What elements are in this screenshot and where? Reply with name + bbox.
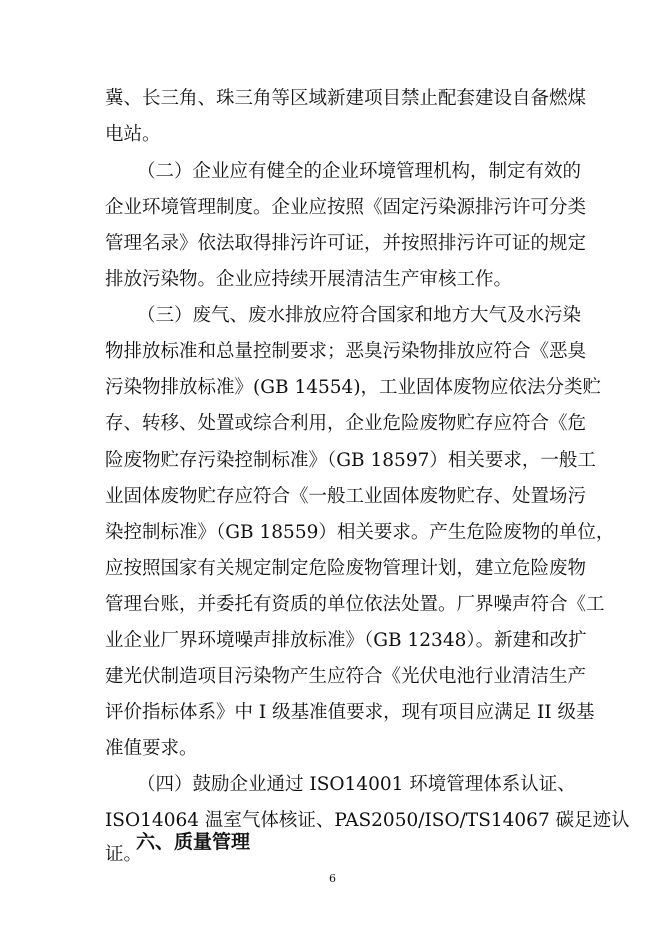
text-line: 业企业厂界环境噪声排放标准》（GB 12348）。新建和改扩 [105,630,587,651]
text-line: ISO14064 温室气体核证、PAS2050/ISO/TS14067 碳足迹认 [105,810,630,831]
text-line: 企业环境管理制度。企业应按照《固定污染源排污许可分类 [105,197,587,218]
paragraph-3-start: （三）废气、废水排放应符合国家和地方大气及水污染 [137,305,582,326]
text-line: 染控制标准》（GB 18559）相关要求。产生危险废物的单位， [105,522,615,543]
text-line: 管理名录》依法取得排污许可证，并按照排污许可证的规定 [105,233,587,254]
text-line: 管理台账，并委托有资质的单位依法处置。厂界噪声符合《工 [105,594,605,615]
paragraph-4-start: （四）鼓励企业通过 ISO14001 环境管理体系认证、 [137,774,576,795]
text-line: 评价指标体系》中 I 级基准值要求，现有项目应满足 II 级基 [105,702,595,723]
page-number: 6 [329,872,336,885]
text-line: 电站。 [105,124,161,145]
text-line: 应按照国家有关规定制定危险废物管理计划，建立危险废物 [105,558,587,579]
text-line: 排放污染物。企业应持续开展清洁生产审核工作。 [105,269,513,290]
paragraph-2-start: （二）企业应有健全的企业环境管理机构，制定有效的 [137,161,582,182]
text-line: 证。 [105,844,143,865]
text-line: 建光伏制造项目污染物产生应符合《光伏电池行业清洁生产 [105,666,587,687]
section-heading: 六、质量管理 [136,831,251,853]
text-line: 冀、长三角、珠三角等区域新建项目禁止配套建设自备燃煤 [105,88,587,109]
text-line: 准值要求。 [105,738,198,759]
text-line: 存、转移、处置或综合利用，企业危险废物贮存应符合《危 [105,413,587,434]
text-line: 险废物贮存污染控制标准》（GB 18597）相关要求，一般工 [105,450,596,471]
text-line: 业固体废物贮存应符合《一般工业固体废物贮存、处置场污 [105,486,587,507]
text-line: 污染物排放标准》(GB 14554)，工业固体废物应依法分类贮 [105,377,602,398]
text-line: 物排放标准和总量控制要求；恶臭污染物排放应符合《恶臭 [105,341,587,362]
